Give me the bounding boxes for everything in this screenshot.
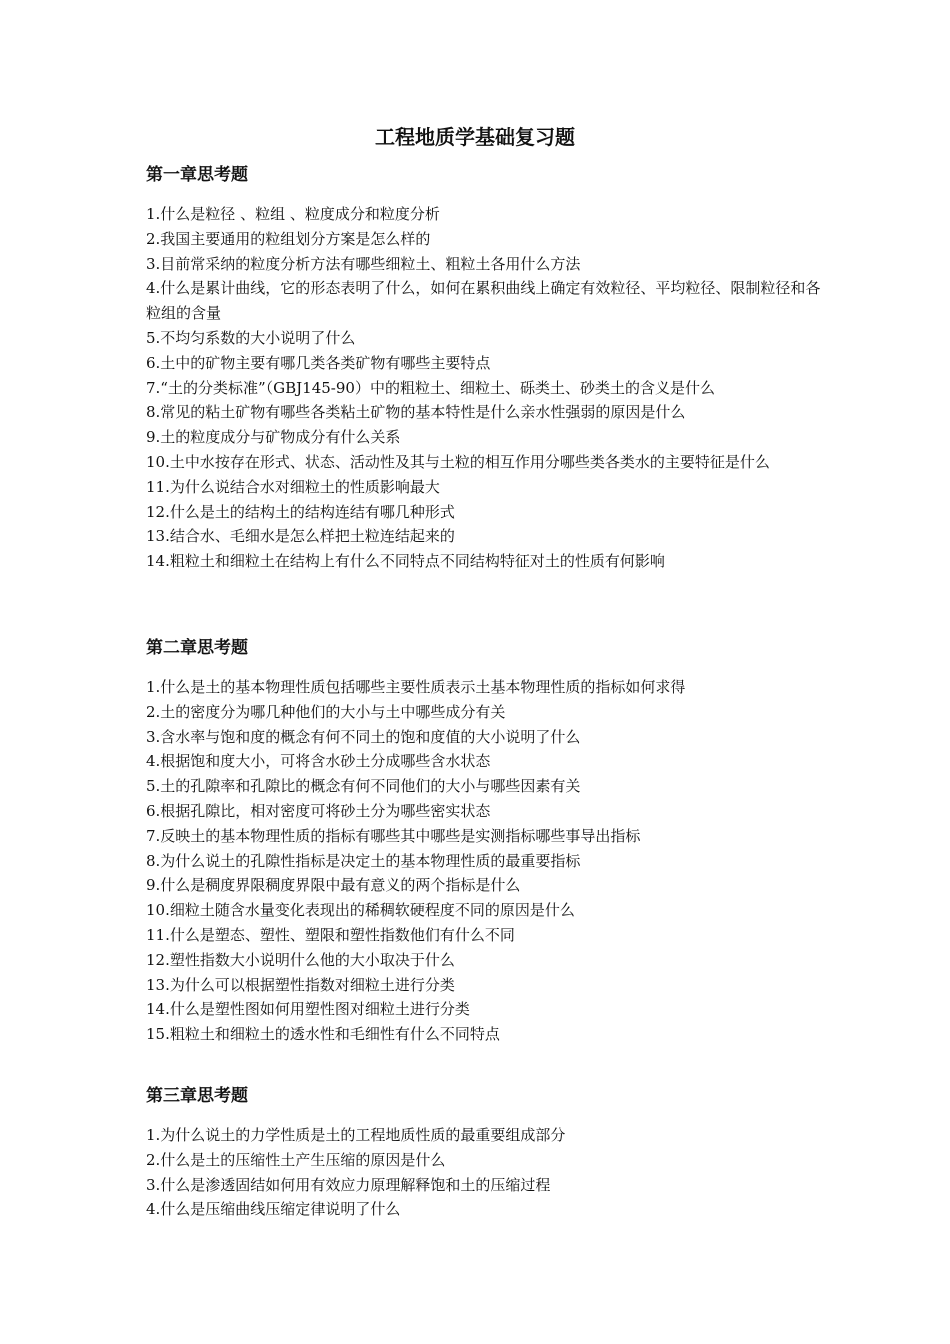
- question-item: 10.细粒土随含水量变化表现出的稀稠软硬程度不同的原因是什么: [146, 901, 575, 920]
- chapter-1-section: [146, 162, 826, 574]
- chapter-3-section: [146, 1083, 826, 1222]
- question-item: 11.什么是塑态、塑性、塑限和塑性指数他们有什么不同: [146, 925, 515, 944]
- question-item: 8.常见的粘土矿物有哪些各类粘土矿物的基本特性是什么亲水性强弱的原因是什么: [146, 403, 686, 422]
- chapter-3-heading: 第三章思考题: [146, 1086, 248, 1106]
- question-item: 13.为什么可以根据塑性指数对细粒土进行分类: [146, 975, 455, 994]
- question-item: 2.什么是土的压缩性土产生压缩的原因是什么: [146, 1150, 446, 1169]
- question-item: 13.结合水、毛细水是怎么样把土粒连结起来的: [146, 527, 455, 546]
- chapter-2-heading: 第二章思考题: [146, 638, 248, 658]
- question-item: 2.土的密度分为哪几种他们的大小与土中哪些成分有关: [146, 702, 506, 721]
- question-item: 5.土的孔隙率和孔隙比的概念有何不同他们的大小与哪些因素有关: [146, 777, 581, 796]
- chapter-1-question-list: [146, 202, 826, 574]
- question-item: 3.含水率与饱和度的概念有何不同土的饱和度值的大小说明了什么: [146, 727, 581, 746]
- document-title: 工程地质学基础复习题: [375, 125, 575, 149]
- chapter-2-section: [146, 635, 826, 1047]
- question-item: 14.粗粒土和细粒土在结构上有什么不同特点不同结构特征对土的性质有何影响: [146, 552, 665, 571]
- question-item: 3.什么是渗透固结如何用有效应力原理解释饱和土的压缩过程: [146, 1175, 551, 1194]
- question-item: 1.什么是土的基本物理性质包括哪些主要性质表示土基本物理性质的指标如何求得: [146, 678, 686, 696]
- question-item: 1.什么是粒径 、粒组 、粒度成分和粒度分析: [146, 205, 440, 223]
- question-item: 7.“土的分类标准”（GBJ145-90）中的粗粒土、细粒土、砾类土、砂类土的含义是什么: [146, 378, 715, 397]
- question-item: 4.什么是累计曲线，它的形态表明了什么，如何在累积曲线上确定有效粒径、平均粒径、限制粒径和各粒组的含量: [146, 279, 821, 323]
- question-item: 6.土中的矿物主要有哪几类各类矿物有哪些主要特点: [146, 353, 491, 372]
- question-item: 5.不均匀系数的大小说明了什么: [146, 328, 356, 347]
- question-item: 1.为什么说土的力学性质是土的工程地质性质的最重要组成部分: [146, 1126, 566, 1144]
- question-item: 11.为什么说结合水对细粒土的性质影响最大: [146, 477, 440, 496]
- question-item: 15.粗粒土和细粒土的透水性和毛细性有什么不同特点: [146, 1025, 500, 1044]
- question-item: 6.根据孔隙比，相对密度可将砂土分为哪些密实状态: [146, 801, 491, 820]
- chapter-1-heading: 第一章思考题: [146, 165, 248, 185]
- question-item: 7.反映土的基本物理性质的指标有哪些其中哪些是实测指标哪些事导出指标: [146, 826, 641, 845]
- question-item: 8.为什么说土的孔隙性指标是决定土的基本物理性质的最重要指标: [146, 851, 581, 870]
- question-item: 9.什么是稠度界限稠度界限中最有意义的两个指标是什么: [146, 876, 521, 895]
- question-item: 3.目前常采纳的粒度分析方法有哪些细粒土、粗粒土各用什么方法: [146, 254, 581, 273]
- question-item: 12.塑性指数大小说明什么他的大小取决于什么: [146, 950, 455, 969]
- question-item: 2.我国主要通用的粒组划分方案是怎么样的: [146, 229, 431, 248]
- chapter-2-question-list: [146, 675, 826, 1047]
- question-item: 4.根据饱和度大小，可将含水砂土分成哪些含水状态: [146, 752, 491, 771]
- question-item: 4.什么是压缩曲线压缩定律说明了什么: [146, 1200, 401, 1219]
- question-item: 12.什么是土的结构土的结构连结有哪几种形式: [146, 502, 455, 521]
- question-item: 9.土的粒度成分与矿物成分有什么关系: [146, 428, 401, 447]
- chapter-3-question-list: [146, 1123, 826, 1222]
- question-item: 10.土中水按存在形式、状态、活动性及其与土粒的相互作用分哪些类各类水的主要特征是什么: [146, 452, 770, 471]
- question-item: 14.什么是塑性图如何用塑性图对细粒土进行分类: [146, 1000, 470, 1019]
